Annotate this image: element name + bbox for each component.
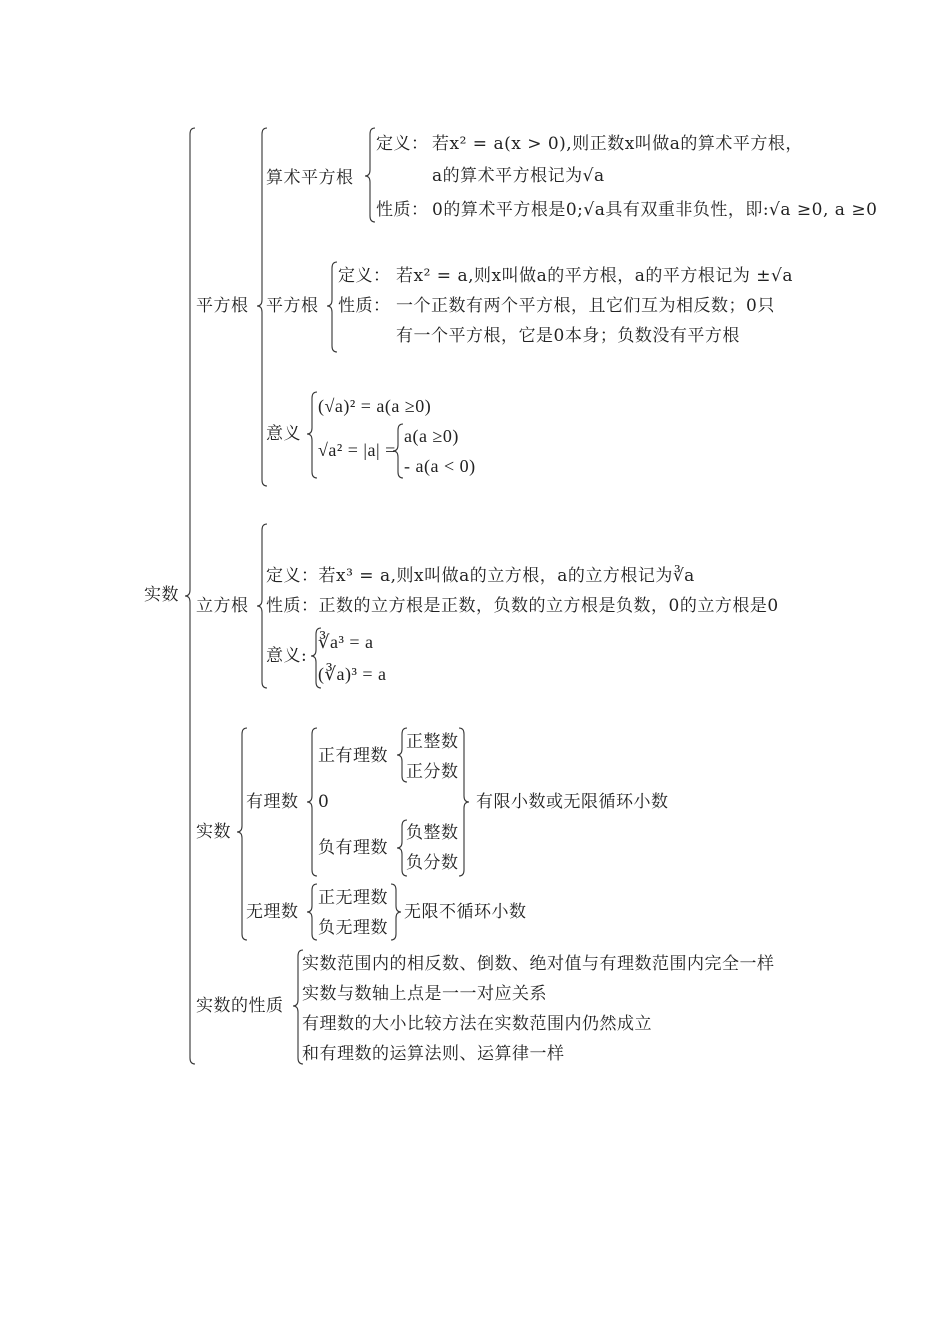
meaning-line2-left: √a² = |a| = xyxy=(318,440,396,460)
cbrt-prop: 性质：正数的立方根是正数，负数的立方根是负数，0的立方根是0 xyxy=(266,596,779,616)
pos-irrational: 正无理数 xyxy=(318,888,388,908)
rational-label: 有理数 xyxy=(246,792,299,812)
neg-int: 负整数 xyxy=(406,823,459,843)
sqrt-label: 平方根 xyxy=(196,296,249,316)
real-label: 实数 xyxy=(196,822,231,842)
neg-frac: 负分数 xyxy=(406,853,459,873)
pos-int: 正整数 xyxy=(406,732,459,752)
sq-prop-label: 性质： xyxy=(338,296,391,316)
sq-def-label: 定义： xyxy=(338,266,391,286)
cbrt-meaning-label: 意义: xyxy=(266,646,308,666)
pos-frac: 正分数 xyxy=(406,762,459,782)
irrational-desc: 无限不循环小数 xyxy=(404,902,527,922)
brace-rational xyxy=(307,728,317,876)
sq-prop-line1: 一个正数有两个平方根，且它们互为相反数；0只 xyxy=(396,296,775,316)
arith-prop-label: 性质： xyxy=(376,200,429,220)
props-item-0: 实数范围内的相反数、倒数、绝对值与有理数范围内完全一样 xyxy=(302,954,775,974)
neg-rational: 负有理数 xyxy=(318,838,388,858)
meaning-case1: a(a ≥0) xyxy=(404,426,459,446)
brace-meaning xyxy=(307,392,317,478)
meaning-case2: - a(a < 0) xyxy=(404,456,476,476)
props-item-2: 有理数的大小比较方法在实数范围内仍然成立 xyxy=(302,1014,652,1034)
cbrt-def: 定义：若x³ = a,则x叫做a的立方根，a的立方根记为∛a xyxy=(266,566,695,586)
sq-label: 平方根 xyxy=(266,296,319,316)
brace-root xyxy=(185,128,195,1064)
cbrt-m2: (∛a)³ = a xyxy=(318,664,387,684)
brace-arith xyxy=(365,128,375,222)
brace-sq xyxy=(327,262,337,352)
zero: 0 xyxy=(318,792,330,812)
meaning-label: 意义 xyxy=(266,424,301,444)
brace-irrational xyxy=(307,884,317,940)
sq-def: 若x² = a,则x叫做a的平方根，a的平方根记为 ±√a xyxy=(396,266,793,286)
root-label: 实数 xyxy=(144,585,179,605)
cbrt-label: 立方根 xyxy=(196,596,249,616)
rbrace-rational xyxy=(459,728,469,876)
arith-prop: 0的算术平方根是0;√a具有双重非负性，即:√a ≥0, a ≥0 xyxy=(432,200,878,220)
irrational-label: 无理数 xyxy=(246,902,299,922)
pos-rational: 正有理数 xyxy=(318,746,388,766)
cbrt-m1: ∛a³ = a xyxy=(318,632,374,652)
neg-irrational: 负无理数 xyxy=(318,918,388,938)
arith-def-line1: 若x² = a(x > 0),则正数x叫做a的算术平方根， xyxy=(432,134,803,154)
arith-def-label: 定义： xyxy=(376,134,429,154)
arith-def-line2: a的算术平方根记为√a xyxy=(432,166,605,186)
rational-desc: 有限小数或无限循环小数 xyxy=(476,792,669,812)
meaning-line1: (√a)² = a(a ≥0) xyxy=(318,396,432,416)
rbrace-irrational xyxy=(391,884,401,940)
sq-prop-line2: 有一个平方根，它是0本身；负数没有平方根 xyxy=(396,326,740,346)
props-label: 实数的性质 xyxy=(196,996,284,1016)
props-item-3: 和有理数的运算法则、运算律一样 xyxy=(302,1044,565,1064)
props-item-1: 实数与数轴上点是一一对应关系 xyxy=(302,984,547,1004)
arith-sqrt-label: 算术平方根 xyxy=(266,168,354,188)
